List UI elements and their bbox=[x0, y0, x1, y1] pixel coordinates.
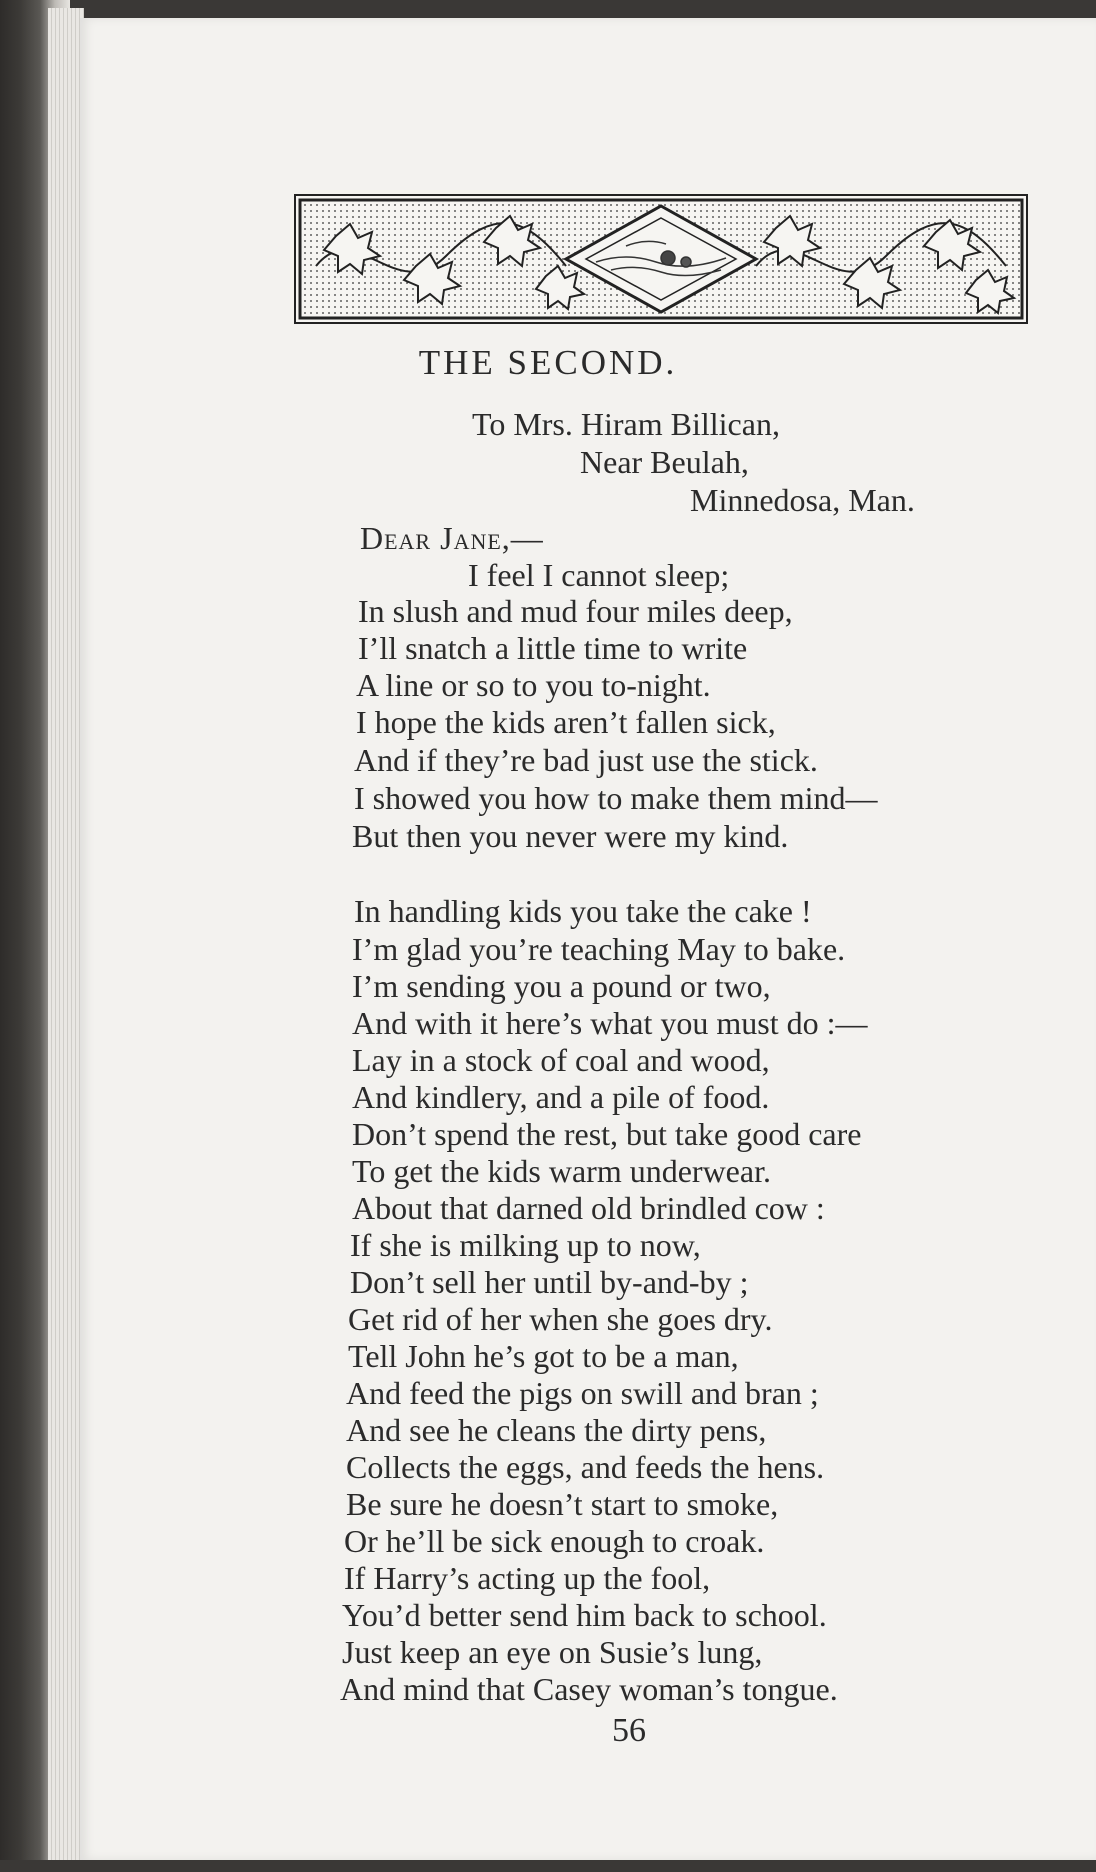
poem-line: I hope the kids aren’t fallen sick, bbox=[356, 704, 776, 740]
poem-line: About that darned old brindled cow : bbox=[352, 1190, 825, 1226]
poem-line: And mind that Casey woman’s tongue. bbox=[340, 1671, 838, 1707]
poem-line: A line or so to you to-night. bbox=[356, 667, 711, 703]
poem-line: Tell John he’s got to be a man, bbox=[348, 1338, 739, 1374]
poem-line: In handling kids you take the cake ! bbox=[354, 893, 812, 929]
salutation: Dear Jane,— bbox=[360, 520, 544, 556]
poem-line: But then you never were my kind. bbox=[352, 818, 789, 854]
poem-line: Or he’ll be sick enough to croak. bbox=[344, 1523, 765, 1559]
poem-line: Be sure he doesn’t start to smoke, bbox=[346, 1486, 779, 1522]
poem-line: Collects the eggs, and feeds the hens. bbox=[346, 1449, 825, 1485]
poem-line: And feed the pigs on swill and bran ; bbox=[346, 1375, 819, 1411]
address-line-2: Near Beulah, bbox=[580, 444, 749, 480]
poem-line: Don’t sell her until by-and-by ; bbox=[350, 1264, 749, 1300]
poem-line: If Harry’s acting up the fool, bbox=[344, 1560, 711, 1596]
poem-line: You’d better send him back to school. bbox=[342, 1597, 827, 1633]
poem-line: I feel I cannot sleep; bbox=[468, 557, 730, 593]
poem-line: Don’t spend the rest, but take good care bbox=[352, 1116, 862, 1152]
page-stack-edge bbox=[48, 8, 84, 1860]
poem-line: And kindlery, and a pile of food. bbox=[352, 1079, 770, 1115]
bottom-edge bbox=[0, 1860, 1096, 1872]
address-line-1: To Mrs. Hiram Billican, bbox=[472, 406, 780, 442]
poem-line: In slush and mud four miles deep, bbox=[358, 593, 793, 629]
poem-line: I’m sending you a pound or two, bbox=[352, 968, 771, 1004]
poem-line: And if they’re bad just use the stick. bbox=[354, 742, 818, 778]
address-line-3: Minnedosa, Man. bbox=[690, 482, 915, 518]
poem-line: I’m glad you’re teaching May to bake. bbox=[352, 931, 846, 967]
poem-line: I showed you how to make them mind— bbox=[354, 780, 878, 816]
poem-title: THE SECOND. bbox=[418, 343, 678, 382]
poem-line: And with it here’s what you must do :— bbox=[352, 1005, 868, 1041]
poem-line: To get the kids warm underwear. bbox=[352, 1153, 771, 1189]
poem-line: Get rid of her when she goes dry. bbox=[348, 1301, 773, 1337]
poem-line: Lay in a stock of coal and wood, bbox=[352, 1042, 770, 1078]
page-number: 56 bbox=[612, 1712, 646, 1749]
poem-line: Just keep an eye on Susie’s lung, bbox=[342, 1634, 763, 1670]
poem-line: I’ll snatch a little time to write bbox=[358, 630, 748, 666]
poem-line: If she is milking up to now, bbox=[350, 1227, 701, 1263]
decorative-headpiece bbox=[294, 194, 1028, 324]
poem-line: And see he cleans the dirty pens, bbox=[346, 1412, 767, 1448]
